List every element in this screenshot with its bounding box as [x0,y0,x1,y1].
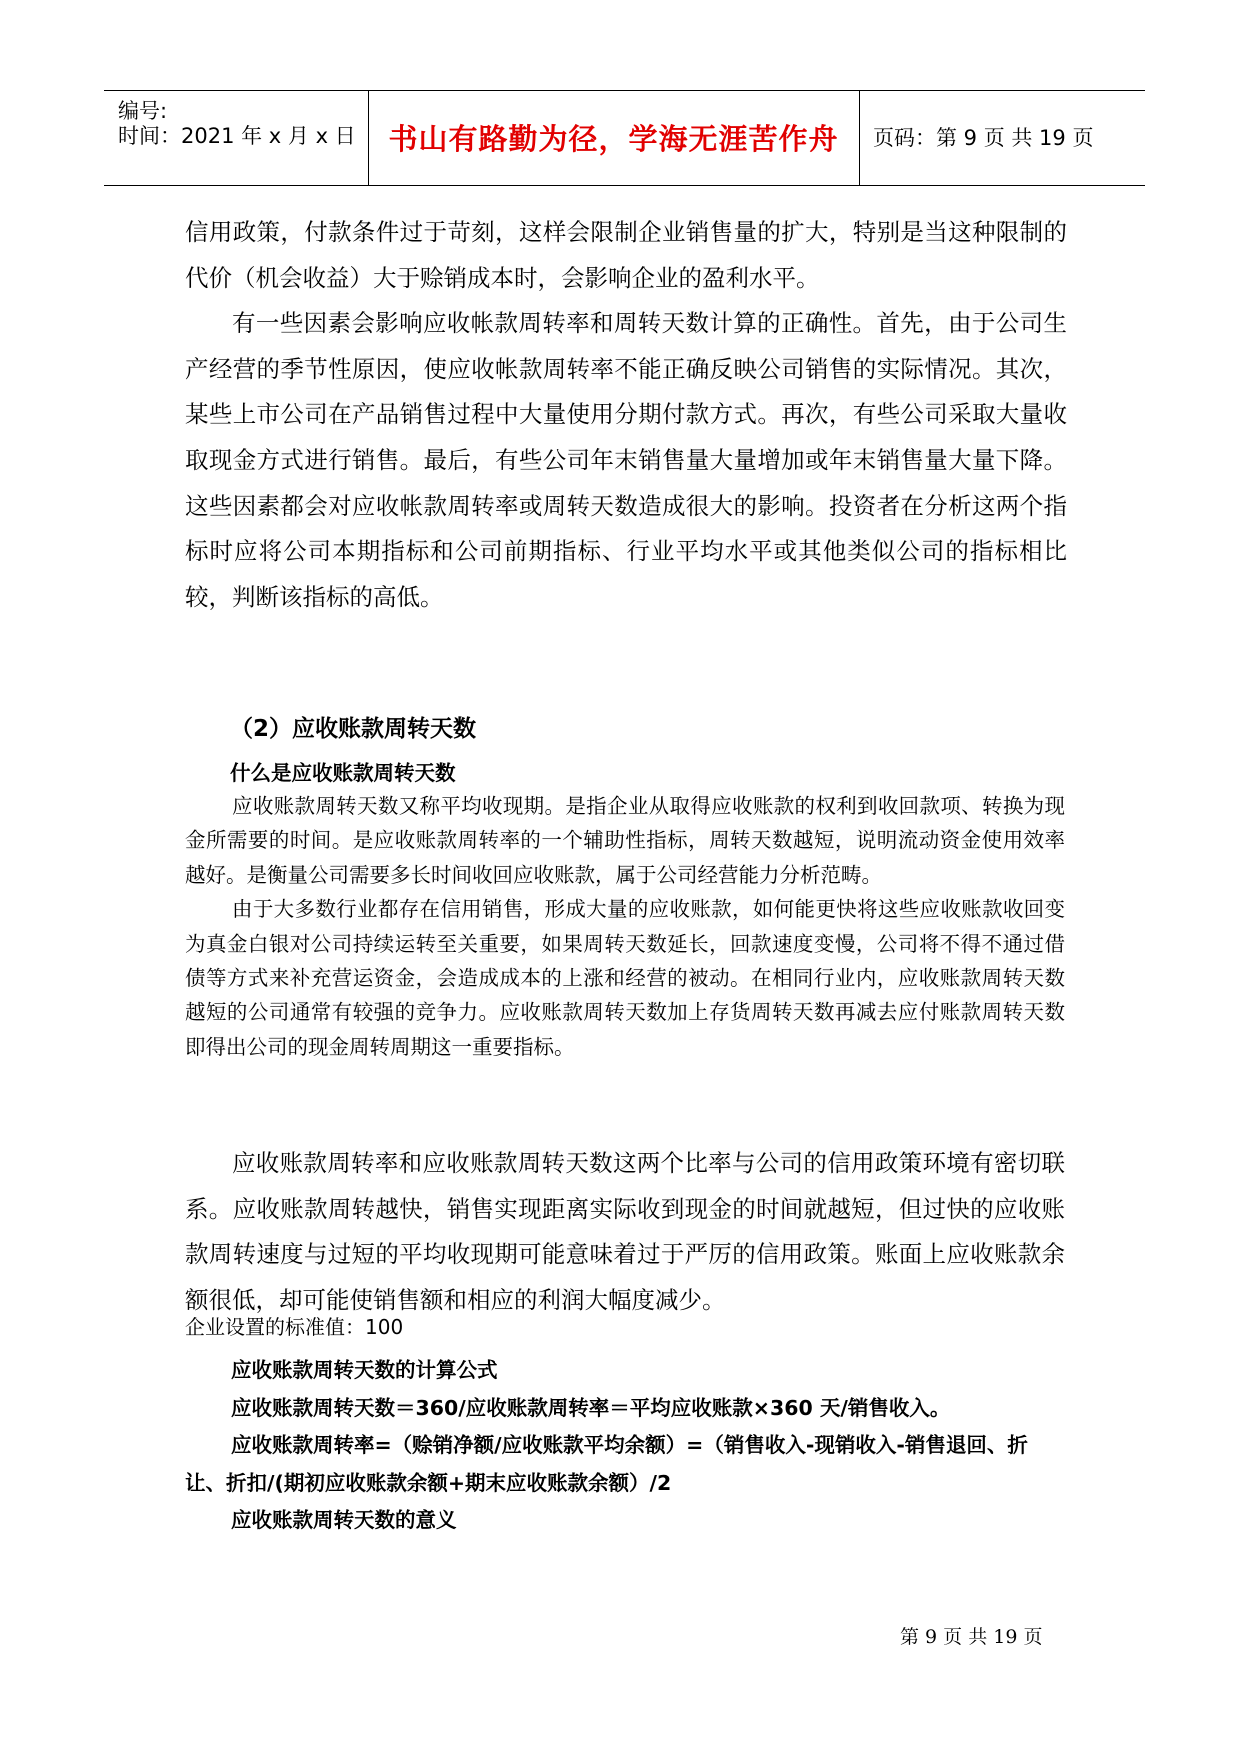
subheading: 什么是应收账款周转天数 [230,761,456,785]
closing-paragraph: 应收账款周转率和应收账款周转天数这两个比率与公司的信用政策环境有密切联系。应收账款周转越快，销售实现距离实际收到现金的时间就越短，但过快的应收账款周转速度与过短的平均收现期可能意味着过于严厉的信用政策。账面上应收账款余额很低，却可能使销售额和相应的利润大幅度减少。 [185,1149,1065,1314]
intro-section [185,210,1067,620]
section-heading: （2）应收账款周转天数 [230,716,477,742]
section-paragraph: 由于大多数行业都存在信用销售，形成大量的应收账款，如何能更快将这些应收账款收回变为真金白银对公司持续运转至关重要，如果周转天数延长，回款速度变慢，公司将不得不通过借债等方式来补充营运资金，会造成成本的上涨和经营的被动。在相同行业内，应收账款周转天数越短的公司通常有较强的竞争力。应收账款周转天数加上存货周转天数再减去应付账款周转天数即得出公司的现金周转周期这一重要指标。 [185,897,1065,1059]
header-table [104,90,1145,186]
header-info-cell [104,91,369,185]
definition-section [185,789,1065,1064]
formula-2: 应收账款周转率=（赊销净额/应收账款平均余额）=（销售收入-现销收入-销售退回、折让、折扣/(期初应收账款余额+期末应收账款余额）/2 [185,1433,1028,1495]
number-label: 编号: [118,99,168,123]
header-motto-cell [368,91,860,185]
section-paragraph: 应收账款周转天数又称平均收现期。是指企业从取得应收账款的权利到收回款项、转换为现金所需要的时间。是应收账款周转率的一个辅助性指标，周转天数越短，说明流动资金使用效率越好。是衡量公司需要多长时间收回应收账款，属于公司经营能力分析范畴。 [185,794,1065,887]
motto: 书山有路勤为径，学海无涯苦作舟 [388,122,839,156]
closing-section [185,1141,1065,1323]
standard-value: 企业设置的标准值：100 [185,1315,404,1339]
intro-paragraph: 信用政策，付款条件过于苛刻，这样会限制企业销售量的扩大，特别是当这种限制的代价（机会收益）大于赊销成本时，会影响企业的盈利水平。 [185,218,1067,292]
page-footer: 第 9 页 共 19 页 [900,1626,1043,1648]
header-page-cell [859,91,1145,185]
intro-paragraph: 有一些因素会影响应收帐款周转率和周转天数计算的正确性。首先，由于公司生产经营的季节性原因，使应收帐款周转率不能正确反映公司销售的实际情况。其次，某些上市公司在产品销售过程中大量使用分期付款方式。再次，有些公司采取大量收取现金方式进行销售。最后，有些公司年末销售量大量增加或年末销售量大量下降。这些因素都会对应收帐款周转率或周转天数造成很大的影响。投资者在分析这两个指标时应将公司本期指标和公司前期指标、行业平均水平或其他类似公司的指标相比较，判断该指标的高低。 [185,309,1067,611]
meaning-title: 应收账款周转天数的意义 [231,1508,457,1532]
formula-block [185,1352,1065,1540]
page-label: 页码：第 9 页 共 19 页 [873,126,1094,150]
formula-1: 应收账款周转天数＝360/应收账款周转率＝平均应收账款×360 天/销售收入。 [231,1395,951,1420]
formula-title: 应收账款周转天数的计算公式 [231,1358,498,1382]
time-label: 时间：2021 年 x 月 x 日 [118,124,356,148]
